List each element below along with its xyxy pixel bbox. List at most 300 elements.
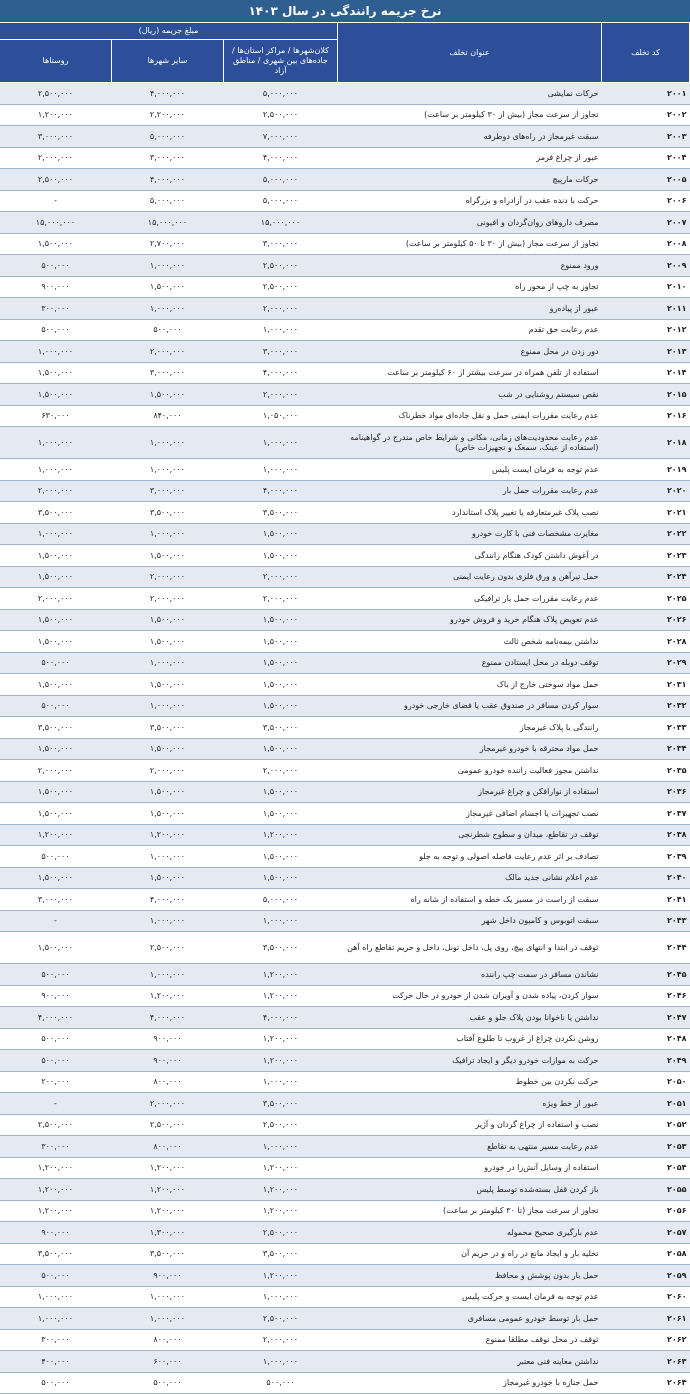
fine-villages: ۱,۵۰۰,۰۰۰ <box>0 566 112 588</box>
violation-code: ۲۰۰۳ <box>602 126 690 148</box>
fine-villages: ۱,۵۰۰,۰۰۰ <box>0 384 112 406</box>
violation-code: ۲۰۳۷ <box>602 803 690 825</box>
violation-title: عدم رعایت مقررات ایمنی حمل و نقل جاده‌ای مواد خطرناک <box>338 405 602 427</box>
violation-title: عدم بارگیری صحیح محموله <box>338 1222 602 1244</box>
fine-other-cities: ۱,۵۰۰,۰۰۰ <box>112 545 224 567</box>
violation-title: توقف در تقاطع، میدان و سطوح شطرنجی <box>338 824 602 846</box>
table-row <box>0 169 690 191</box>
fine-villages: ۳,۵۰۰,۰۰۰ <box>0 717 112 739</box>
fine-major-cities: ۲,۰۰۰,۰۰۰ <box>224 566 338 588</box>
table-row <box>0 717 690 739</box>
header-amount-group: مبلغ جریمه (ریال) <box>0 23 338 40</box>
fine-major-cities: ۵,۰۰۰,۰۰۰ <box>224 190 338 212</box>
violation-code: ۲۰۲۹ <box>602 652 690 674</box>
fine-other-cities: ۲,۰۰۰,۰۰۰ <box>112 341 224 363</box>
fine-other-cities: ۸۰۰,۰۰۰ <box>112 1329 224 1351</box>
header-major-cities: کلان‌شهرها / مراکز استان‌ها / جاده‌های بین شهری / مناطق آزاد <box>224 40 338 83</box>
violation-title: عبور از پیاده‌رو <box>338 298 602 320</box>
violation-code: ۲۰۲۰ <box>602 480 690 502</box>
fine-villages: ۲,۰۰۰,۰۰۰ <box>0 760 112 782</box>
fine-other-cities: ۱,۵۰۰,۰۰۰ <box>112 276 224 298</box>
violation-code: ۲۰۴۶ <box>602 985 690 1007</box>
violation-code: ۲۰۲۸ <box>602 631 690 653</box>
fine-other-cities: ۱,۰۰۰,۰۰۰ <box>112 255 224 277</box>
fine-villages: ۳,۵۰۰,۰۰۰ <box>0 1243 112 1265</box>
violation-code: ۲۰۴۳ <box>602 910 690 932</box>
table-row <box>0 480 690 502</box>
table-row <box>0 1071 690 1093</box>
fine-major-cities: ۱,۲۰۰,۰۰۰ <box>224 964 338 986</box>
table-row <box>0 362 690 384</box>
violation-title: رانندگی با پلاک غیرمجاز <box>338 717 602 739</box>
fine-villages: ۱,۵۰۰,۰۰۰ <box>0 631 112 653</box>
table-row <box>0 674 690 696</box>
violation-code: ۲۰۳۲ <box>602 695 690 717</box>
fine-other-cities: ۱,۵۰۰,۰۰۰ <box>112 631 224 653</box>
violation-title: استفاده از نوارافکن و چراغ غیرمجاز <box>338 781 602 803</box>
table-row <box>0 985 690 1007</box>
table-header <box>0 23 690 83</box>
fine-villages: ۵۰۰,۰۰۰ <box>0 1050 112 1072</box>
violation-code: ۲۰۰۸ <box>602 233 690 255</box>
table-row <box>0 1351 690 1373</box>
table-row <box>0 233 690 255</box>
violation-title: نصب و استفاده از چراغ گردان و آژیر <box>338 1114 602 1136</box>
fine-other-cities: ۲,۵۰۰,۰۰۰ <box>112 932 224 964</box>
table-row <box>0 803 690 825</box>
violation-code: ۲۰۱۵ <box>602 384 690 406</box>
fine-other-cities: ۵۰۰,۰۰۰ <box>112 319 224 341</box>
violation-title: تجاوز از سرعت مجاز (تا ۳۰ کیلومتر بر ساعت) <box>338 1200 602 1222</box>
fine-villages: ۱,۲۰۰,۰۰۰ <box>0 1200 112 1222</box>
violation-title: حمل بار توسط خودرو عمومی مسافری <box>338 1308 602 1330</box>
violation-code: ۲۰۴۰ <box>602 867 690 889</box>
violation-code: ۲۰۳۳ <box>602 717 690 739</box>
fine-major-cities: ۵,۰۰۰,۰۰۰ <box>224 83 338 105</box>
fine-villages: ۱,۲۰۰,۰۰۰ <box>0 1157 112 1179</box>
fine-other-cities: ۱,۰۰۰,۰۰۰ <box>112 1286 224 1308</box>
fine-other-cities: ۸۴۰,۰۰۰ <box>112 405 224 427</box>
table-row <box>0 932 690 964</box>
violation-title: توقف در ابتدا و انتهای پیچ، روی پل، داخل تونل، داخل و حریم تقاطع راه آهن <box>338 932 602 964</box>
violation-code: ۲۰۴۱ <box>602 889 690 911</box>
violation-code: ۲۰۶۰ <box>602 1286 690 1308</box>
fine-major-cities: ۱,۲۰۰,۰۰۰ <box>224 1157 338 1179</box>
violation-title: نشاندن مسافر در سمت چپ راننده <box>338 964 602 986</box>
fine-major-cities: ۷,۰۰۰,۰۰۰ <box>224 126 338 148</box>
violation-code: ۲۰۲۵ <box>602 588 690 610</box>
violation-title: عدم توجه به فرمان ایست پلیس <box>338 459 602 481</box>
violation-code: ۲۰۴۴ <box>602 932 690 964</box>
violation-code: ۲۰۵۸ <box>602 1243 690 1265</box>
fine-other-cities: ۵۰۰,۰۰۰ <box>112 1372 224 1394</box>
fine-other-cities: ۱,۵۰۰,۰۰۰ <box>112 384 224 406</box>
fine-other-cities: ۲,۵۰۰,۰۰۰ <box>112 1114 224 1136</box>
fine-villages: ۵۰۰,۰۰۰ <box>0 964 112 986</box>
fine-major-cities: ۳,۵۰۰,۰۰۰ <box>224 1093 338 1115</box>
fine-major-cities: ۲,۰۰۰,۰۰۰ <box>224 384 338 406</box>
fine-major-cities: ۲,۰۰۰,۰۰۰ <box>224 588 338 610</box>
violation-title: روشن نکردن چراغ از غروب تا طلوع آفتاب <box>338 1028 602 1050</box>
violation-code: ۲۰۵۵ <box>602 1179 690 1201</box>
table-row <box>0 190 690 212</box>
fine-other-cities: ۹۰۰,۰۰۰ <box>112 1265 224 1287</box>
violation-title: عدم تعویض پلاک هنگام خرید و فروش خودرو <box>338 609 602 631</box>
violation-code: ۲۰۶۲ <box>602 1329 690 1351</box>
violation-title: حرکت به موازات خودرو دیگر و ایجاد ترافیک <box>338 1050 602 1072</box>
fine-major-cities: ۵,۰۰۰,۰۰۰ <box>224 889 338 911</box>
fine-major-cities: ۱,۵۰۰,۰۰۰ <box>224 545 338 567</box>
fine-major-cities: ۳,۰۰۰,۰۰۰ <box>224 233 338 255</box>
violation-code: ۲۰۳۱ <box>602 674 690 696</box>
header-subject: عنوان تخلف <box>338 23 602 83</box>
violation-code: ۲۰۱۹ <box>602 459 690 481</box>
fine-major-cities: ۱,۵۰۰,۰۰۰ <box>224 523 338 545</box>
fine-other-cities: ۱,۲۰۰,۰۰۰ <box>112 1179 224 1201</box>
fine-other-cities: ۹۰۰,۰۰۰ <box>112 1050 224 1072</box>
violation-code: ۲۰۲۲ <box>602 523 690 545</box>
fine-villages: ۲۰۰,۰۰۰ <box>0 1071 112 1093</box>
fine-villages: - <box>0 1093 112 1115</box>
violation-title: در آغوش داشتن کودک هنگام رانندگی <box>338 545 602 567</box>
fine-other-cities: ۱,۰۰۰,۰۰۰ <box>112 910 224 932</box>
violation-code: ۲۰۶۳ <box>602 1351 690 1373</box>
table-row <box>0 147 690 169</box>
fine-other-cities: ۱,۲۰۰,۰۰۰ <box>112 985 224 1007</box>
table-row <box>0 631 690 653</box>
violation-title: ورود ممنوع <box>338 255 602 277</box>
fine-major-cities: ۱,۲۰۰,۰۰۰ <box>224 824 338 846</box>
fine-other-cities: ۴,۰۰۰,۰۰۰ <box>112 1007 224 1029</box>
table-row <box>0 1243 690 1265</box>
fine-villages: ۱,۰۰۰,۰۰۰ <box>0 1286 112 1308</box>
fine-other-cities: ۲,۰۰۰,۰۰۰ <box>112 1093 224 1115</box>
fine-villages: ۵۰۰,۰۰۰ <box>0 255 112 277</box>
fine-major-cities: ۳,۰۰۰,۰۰۰ <box>224 341 338 363</box>
fine-villages: ۳,۵۰۰,۰۰۰ <box>0 502 112 524</box>
fine-other-cities: ۱,۵۰۰,۰۰۰ <box>112 781 224 803</box>
fine-major-cities: ۱,۰۰۰,۰۰۰ <box>224 1071 338 1093</box>
fine-other-cities: ۱,۰۰۰,۰۰۰ <box>112 846 224 868</box>
fine-villages: ۶۳۰,۰۰۰ <box>0 405 112 427</box>
fine-other-cities: ۱,۰۰۰,۰۰۰ <box>112 459 224 481</box>
violation-code: ۲۰۱۱ <box>602 298 690 320</box>
table-row <box>0 1050 690 1072</box>
fine-villages: ۲,۰۰۰,۰۰۰ <box>0 480 112 502</box>
violation-title: نداشتن مجوز فعالیت راننده خودرو عمومی <box>338 760 602 782</box>
table-row <box>0 1200 690 1222</box>
violation-code: ۲۰۵۴ <box>602 1157 690 1179</box>
table-row <box>0 523 690 545</box>
violation-code: ۲۰۱۰ <box>602 276 690 298</box>
fine-villages: ۳۰۰,۰۰۰ <box>0 1329 112 1351</box>
violation-title: توقف در محل توقف مطلقا ممنوع <box>338 1329 602 1351</box>
violation-code: ۲۰۳۵ <box>602 760 690 782</box>
table-row <box>0 298 690 320</box>
fine-villages: ۱,۰۰۰,۰۰۰ <box>0 341 112 363</box>
header-code: کد تخلف <box>602 23 690 83</box>
violation-title: استفاده از تلفن همراه در سرعت بیشتر از ۶۰ کیلومتر بر ساعت <box>338 362 602 384</box>
violation-title: باز کردن قفل بسته‌شده توسط پلیس <box>338 1179 602 1201</box>
fine-major-cities: ۲,۵۰۰,۰۰۰ <box>224 1114 338 1136</box>
violation-code: ۲۰۵۷ <box>602 1222 690 1244</box>
fine-villages: ۳۰۰,۰۰۰ <box>0 298 112 320</box>
fine-major-cities: ۲,۵۰۰,۰۰۰ <box>224 255 338 277</box>
violation-title: حرکت با دنده عقب در آزادراه و بزرگراه <box>338 190 602 212</box>
table-row <box>0 1093 690 1115</box>
table-row <box>0 212 690 234</box>
violation-code: ۲۰۵۳ <box>602 1136 690 1158</box>
header-other-cities: سایر شهرها <box>112 40 224 83</box>
violation-code: ۲۰۱۴ <box>602 362 690 384</box>
fine-major-cities: ۱,۵۰۰,۰۰۰ <box>224 695 338 717</box>
violation-code: ۲۰۴۸ <box>602 1028 690 1050</box>
fine-villages: ۱۵,۰۰۰,۰۰۰ <box>0 212 112 234</box>
fine-major-cities: ۲,۰۰۰,۰۰۰ <box>224 760 338 782</box>
fine-major-cities: ۱,۰۰۰,۰۰۰ <box>224 1286 338 1308</box>
fine-villages: ۲,۵۰۰,۰۰۰ <box>0 83 112 105</box>
fine-major-cities: ۴,۰۰۰,۰۰۰ <box>224 1007 338 1029</box>
fine-major-cities: ۲,۵۰۰,۰۰۰ <box>224 1308 338 1330</box>
table-row <box>0 276 690 298</box>
table-row <box>0 910 690 932</box>
fine-villages: ۹۰۰,۰۰۰ <box>0 985 112 1007</box>
fine-villages: ۱,۵۰۰,۰۰۰ <box>0 781 112 803</box>
fine-villages: ۱,۲۰۰,۰۰۰ <box>0 1179 112 1201</box>
violation-code: ۲۰۳۶ <box>602 781 690 803</box>
fine-other-cities: ۲,۷۰۰,۰۰۰ <box>112 233 224 255</box>
table-row <box>0 341 690 363</box>
violation-title: عدم توجه به فرمان ایست و حرکت پلیس <box>338 1286 602 1308</box>
table-body <box>0 83 690 1394</box>
fine-other-cities: ۳,۵۰۰,۰۰۰ <box>112 502 224 524</box>
fine-major-cities: ۱,۵۰۰,۰۰۰ <box>224 781 338 803</box>
fine-other-cities: ۲,۰۰۰,۰۰۰ <box>112 588 224 610</box>
violation-title: تجاوز از سرعت مجاز (بیش از ۳۰ کیلومتر بر ساعت) <box>338 104 602 126</box>
table-row <box>0 83 690 105</box>
violation-title: حمل تیرآهن و ورق فلزی بدون رعایت ایمنی <box>338 566 602 588</box>
violation-code: ۲۰۲۱ <box>602 502 690 524</box>
fine-villages: ۱,۰۰۰,۰۰۰ <box>0 459 112 481</box>
fine-villages: ۵۰۰,۰۰۰ <box>0 652 112 674</box>
table-row <box>0 964 690 986</box>
violation-title: مصرف داروهای روان‌گردان و افیونی <box>338 212 602 234</box>
fine-villages: ۱,۵۰۰,۰۰۰ <box>0 545 112 567</box>
violation-code: ۲۰۲۶ <box>602 609 690 631</box>
violation-title: عدم رعایت مسیر منتهی به تقاطع <box>338 1136 602 1158</box>
table-row <box>0 824 690 846</box>
fines-table <box>0 22 690 1394</box>
fine-other-cities: ۳,۰۰۰,۰۰۰ <box>112 147 224 169</box>
fine-villages: ۱,۰۰۰,۰۰۰ <box>0 1308 112 1330</box>
fine-villages: ۳,۰۰۰,۰۰۰ <box>0 126 112 148</box>
violation-code: ۲۰۰۴ <box>602 147 690 169</box>
violation-title: سوار کردن مسافر در صندوق عقب یا فضای خارجی خودرو <box>338 695 602 717</box>
table-row <box>0 738 690 760</box>
violation-code: ۲۰۱۲ <box>602 319 690 341</box>
table-row <box>0 1157 690 1179</box>
fine-villages: ۱,۵۰۰,۰۰۰ <box>0 609 112 631</box>
fine-villages: ۹۰۰,۰۰۰ <box>0 1222 112 1244</box>
fine-other-cities: ۱,۲۰۰,۰۰۰ <box>112 1200 224 1222</box>
fine-other-cities: ۱,۵۰۰,۰۰۰ <box>112 609 224 631</box>
fine-villages: ۵۰۰,۰۰۰ <box>0 1372 112 1394</box>
fine-major-cities: ۳,۵۰۰,۰۰۰ <box>224 502 338 524</box>
violation-code: ۲۰۱۸ <box>602 427 690 459</box>
table-row <box>0 652 690 674</box>
fine-other-cities: ۶۰۰,۰۰۰ <box>112 1351 224 1373</box>
fine-other-cities: ۳,۰۰۰,۰۰۰ <box>112 480 224 502</box>
violation-title: نداشتن بیمه‌نامه شخص ثالث <box>338 631 602 653</box>
fine-villages: - <box>0 910 112 932</box>
fine-major-cities: ۱,۲۰۰,۰۰۰ <box>224 1028 338 1050</box>
fine-villages: ۱,۵۰۰,۰۰۰ <box>0 738 112 760</box>
fine-major-cities: ۴,۰۰۰,۰۰۰ <box>224 362 338 384</box>
table-row <box>0 1265 690 1287</box>
fine-villages: ۴۰۰,۰۰۰ <box>0 1351 112 1373</box>
table-row <box>0 609 690 631</box>
fine-other-cities: ۲,۰۰۰,۰۰۰ <box>112 566 224 588</box>
violation-title: عبور از خط ویژه <box>338 1093 602 1115</box>
fine-major-cities: ۲,۵۰۰,۰۰۰ <box>224 1222 338 1244</box>
fine-villages: ۱,۲۰۰,۰۰۰ <box>0 104 112 126</box>
fine-villages: ۴,۰۰۰,۰۰۰ <box>0 1007 112 1029</box>
fine-major-cities: ۱,۰۰۰,۰۰۰ <box>224 910 338 932</box>
fine-other-cities: ۳,۵۰۰,۰۰۰ <box>112 1243 224 1265</box>
fine-major-cities: ۵۰۰,۰۰۰ <box>224 1372 338 1394</box>
fine-other-cities: ۸۰۰,۰۰۰ <box>112 1071 224 1093</box>
table-row <box>0 126 690 148</box>
fine-other-cities: ۵,۰۰۰,۰۰۰ <box>112 190 224 212</box>
fine-villages: ۲,۵۰۰,۰۰۰ <box>0 1114 112 1136</box>
violation-title: تصادف بر اثر عدم رعایت فاصله اصولی و توجه به جلو <box>338 846 602 868</box>
fine-villages: ۱,۵۰۰,۰۰۰ <box>0 362 112 384</box>
table-row <box>0 760 690 782</box>
violation-title: دور زدن در محل ممنوع <box>338 341 602 363</box>
fine-other-cities: ۱,۳۰۰,۰۰۰ <box>112 1222 224 1244</box>
table-row <box>0 1136 690 1158</box>
fine-villages: ۱,۵۰۰,۰۰۰ <box>0 932 112 964</box>
table-row <box>0 502 690 524</box>
violation-title: سبقت از راست در مسیر یک خطه و استفاده از شانه راه <box>338 889 602 911</box>
fine-other-cities: ۳,۰۰۰,۰۰۰ <box>112 362 224 384</box>
fine-major-cities: ۲,۰۰۰,۰۰۰ <box>224 1329 338 1351</box>
violation-title: حرکت نکردن بین خطوط <box>338 1071 602 1093</box>
violation-title: عدم اعلام نشانی جدید مالک <box>338 867 602 889</box>
violation-code: ۲۰۰۶ <box>602 190 690 212</box>
fine-major-cities: ۲,۵۰۰,۰۰۰ <box>224 276 338 298</box>
violation-title: سبقت اتوبوس و کامیون داخل شهر <box>338 910 602 932</box>
fine-villages: - <box>0 190 112 212</box>
violation-title: حمل بار بدون پوشش و محافظ <box>338 1265 602 1287</box>
fine-villages: ۹۰۰,۰۰۰ <box>0 276 112 298</box>
violation-code: ۲۰۳۹ <box>602 846 690 868</box>
fine-major-cities: ۱,۰۰۰,۰۰۰ <box>224 1351 338 1373</box>
violation-code: ۲۰۵۶ <box>602 1200 690 1222</box>
violation-code: ۲۰۰۲ <box>602 104 690 126</box>
fine-major-cities: ۱,۵۰۰,۰۰۰ <box>224 674 338 696</box>
table-row <box>0 427 690 459</box>
violation-title: حرکات مارپیچ <box>338 169 602 191</box>
fine-villages: ۵۰۰,۰۰۰ <box>0 695 112 717</box>
fine-major-cities: ۵,۰۰۰,۰۰۰ <box>224 169 338 191</box>
fine-other-cities: ۱,۰۰۰,۰۰۰ <box>112 652 224 674</box>
fine-villages: ۱,۰۰۰,۰۰۰ <box>0 427 112 459</box>
violation-title: تجاوز از سرعت مجاز (بیش از ۳۰ تا ۵۰ کیلومتر بر ساعت) <box>338 233 602 255</box>
table-row <box>0 1308 690 1330</box>
fine-major-cities: ۱,۲۰۰,۰۰۰ <box>224 1179 338 1201</box>
violation-code: ۲۰۲۴ <box>602 566 690 588</box>
violation-title: توقف دوبله در محل ایستادن ممنوع <box>338 652 602 674</box>
fine-other-cities: ۱,۰۰۰,۰۰۰ <box>112 695 224 717</box>
violation-title: نداشتن یا ناخوانا بودن پلاک جلو و عقب <box>338 1007 602 1029</box>
fine-villages: ۵۰۰,۰۰۰ <box>0 319 112 341</box>
violation-code: ۲۰۲۳ <box>602 545 690 567</box>
table-row <box>0 889 690 911</box>
fine-villages: ۳,۰۰۰,۰۰۰ <box>0 889 112 911</box>
header-villages: روستاها <box>0 40 112 83</box>
fine-major-cities: ۳,۵۰۰,۰۰۰ <box>224 717 338 739</box>
fine-major-cities: ۱,۲۰۰,۰۰۰ <box>224 1050 338 1072</box>
fine-major-cities: ۱۵,۰۰۰,۰۰۰ <box>224 212 338 234</box>
violation-code: ۲۰۴۵ <box>602 964 690 986</box>
fine-villages: ۱,۲۰۰,۰۰۰ <box>0 824 112 846</box>
table-row <box>0 588 690 610</box>
fine-major-cities: ۱,۵۰۰,۰۰۰ <box>224 867 338 889</box>
fine-other-cities: ۱,۲۰۰,۰۰۰ <box>112 1157 224 1179</box>
fine-villages: ۲,۰۰۰,۰۰۰ <box>0 147 112 169</box>
fine-major-cities: ۱,۲۰۰,۰۰۰ <box>224 1265 338 1287</box>
table-row <box>0 319 690 341</box>
violation-code: ۲۰۱۶ <box>602 405 690 427</box>
fine-major-cities: ۲,۵۰۰,۰۰۰ <box>224 104 338 126</box>
violation-code: ۲۰۵۰ <box>602 1071 690 1093</box>
table-row <box>0 545 690 567</box>
violation-code: ۲۰۵۱ <box>602 1093 690 1115</box>
fine-villages: ۳۰۰,۰۰۰ <box>0 1136 112 1158</box>
violation-title: عدم رعایت مقررات حمل بار ترافیکی <box>338 588 602 610</box>
table-row <box>0 867 690 889</box>
fine-major-cities: ۱,۵۰۰,۰۰۰ <box>224 631 338 653</box>
violation-title: سوار کردن، پیاده شدن و آویزان شدن از خودرو در حال حرکت <box>338 985 602 1007</box>
fine-other-cities: ۱,۵۰۰,۰۰۰ <box>112 867 224 889</box>
fine-other-cities: ۱,۵۰۰,۰۰۰ <box>112 803 224 825</box>
fine-major-cities: ۱,۰۰۰,۰۰۰ <box>224 459 338 481</box>
fine-other-cities: ۴,۰۰۰,۰۰۰ <box>112 83 224 105</box>
violation-title: عدم رعایت مقررات حمل بار <box>338 480 602 502</box>
violation-title: حمل مواد محترقه با خودرو غیرمجاز <box>338 738 602 760</box>
table-row <box>0 1114 690 1136</box>
violation-code: ۲۰۱۳ <box>602 341 690 363</box>
violation-code: ۲۰۰۷ <box>602 212 690 234</box>
fine-major-cities: ۱,۵۰۰,۰۰۰ <box>224 846 338 868</box>
violation-title: تجاوز به چپ از محور راه <box>338 276 602 298</box>
fine-villages: ۱,۵۰۰,۰۰۰ <box>0 674 112 696</box>
fine-other-cities: ۱,۰۰۰,۰۰۰ <box>112 298 224 320</box>
table-row <box>0 459 690 481</box>
fine-major-cities: ۱,۵۰۰,۰۰۰ <box>224 609 338 631</box>
fine-other-cities: ۸۰۰,۰۰۰ <box>112 1136 224 1158</box>
violation-title: نصب پلاک غیرمتعارفه یا تغییر پلاک استاندارد <box>338 502 602 524</box>
fine-other-cities: ۲,۰۰۰,۰۰۰ <box>112 760 224 782</box>
fine-villages: ۱,۵۰۰,۰۰۰ <box>0 803 112 825</box>
violation-title: استفاده از وسایل آتش‌زا در خودرو <box>338 1157 602 1179</box>
fine-other-cities: ۱,۰۰۰,۰۰۰ <box>112 964 224 986</box>
violation-title: حمل جنازه با خودرو غیرمجاز <box>338 1372 602 1394</box>
fine-villages: ۵۰۰,۰۰۰ <box>0 846 112 868</box>
violation-title: حمل مواد سوختی خارج از باک <box>338 674 602 696</box>
table-row <box>0 566 690 588</box>
